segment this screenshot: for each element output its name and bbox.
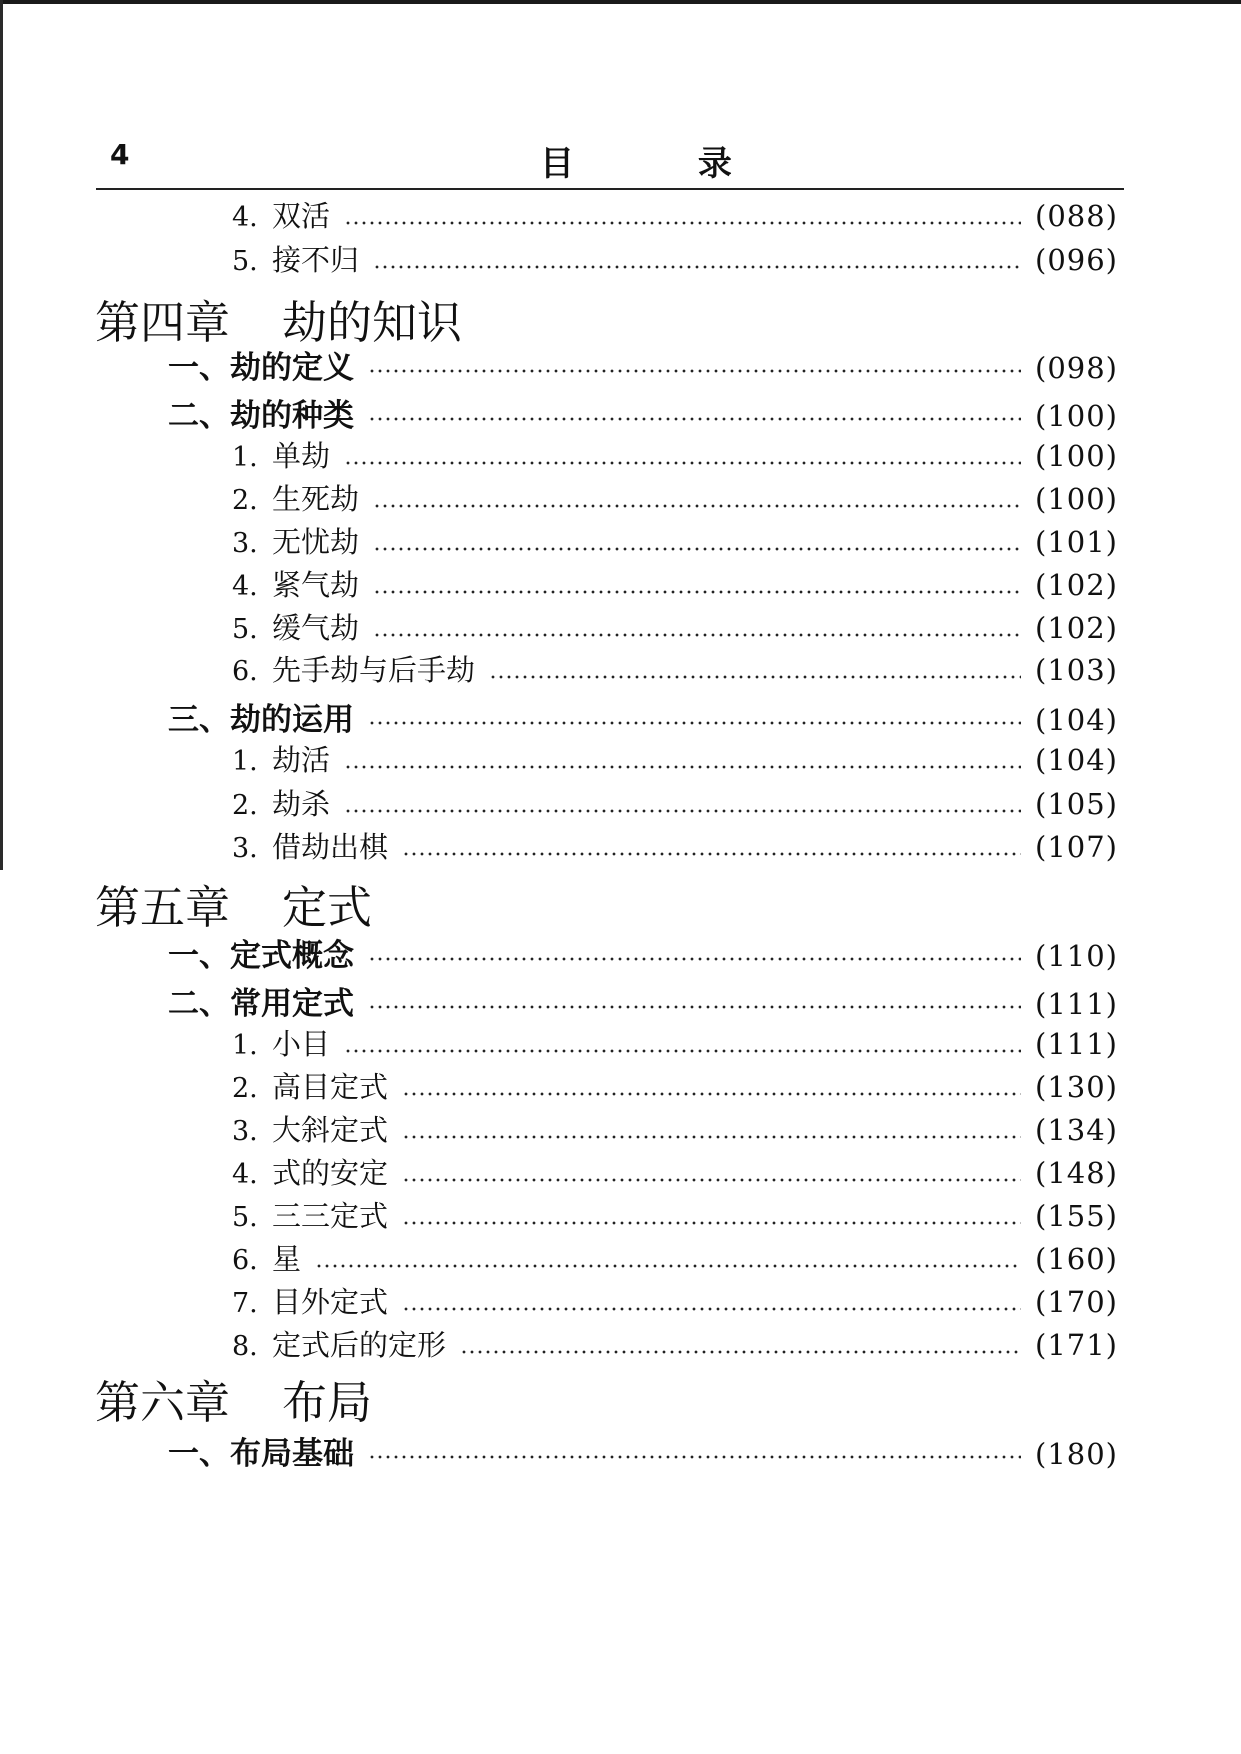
entry-page-number: (148) (1035, 1156, 1118, 1190)
entry-title: 双活 (272, 199, 331, 233)
toc-item-entry (232, 1151, 1118, 1197)
entry-title: 星 (272, 1242, 302, 1276)
entry-page-number: (104) (1035, 743, 1118, 777)
entry-title: 二、常用定式 (168, 986, 354, 1022)
entry-page-number: (160) (1035, 1242, 1118, 1276)
toc-item-entry (232, 477, 1118, 523)
entry-title: 劫活 (272, 743, 331, 777)
toc-item-entry (232, 520, 1118, 566)
entry-title: 定式后的定形 (272, 1328, 447, 1362)
dot-leader (315, 1264, 1021, 1268)
toc-item-entry (232, 738, 1118, 784)
entry-page-number: (101) (1035, 525, 1118, 559)
entry-page-number: (098) (1035, 351, 1118, 385)
entry-title: 目外定式 (272, 1285, 389, 1319)
toc-section-entry (168, 390, 1118, 436)
entry-page-number: (103) (1035, 653, 1118, 687)
entry-title: 借劫出棋 (272, 830, 389, 864)
entry-page-number: (155) (1035, 1199, 1118, 1233)
entry-title: 缓气劫 (272, 611, 360, 645)
toc-item-entry (232, 825, 1118, 871)
toc-item-entry (232, 1194, 1118, 1240)
entry-title: 接不归 (272, 243, 360, 277)
entry-page-number: (102) (1035, 611, 1118, 645)
entry-number: 5. (232, 614, 258, 645)
toc-section-entry (168, 930, 1118, 976)
chapter-number: 第四章 (95, 296, 231, 349)
chapter-title: 劫的知识 (282, 296, 463, 349)
entry-title: 大斜定式 (272, 1113, 389, 1147)
dot-leader (402, 1092, 1021, 1096)
entry-page-number: (096) (1035, 243, 1118, 277)
entry-page-number: (171) (1035, 1328, 1118, 1362)
entry-page-number: (100) (1035, 399, 1118, 433)
toc-item-entry (232, 238, 1118, 284)
entry-title: 一、布局基础 (168, 1436, 354, 1472)
toc-item-entry (232, 606, 1118, 652)
page-edge-left (0, 0, 3, 870)
dot-leader (344, 221, 1021, 225)
chapter-title: 定式 (282, 881, 373, 934)
entry-page-number: (180) (1035, 1437, 1118, 1471)
page-title: 目 录 (540, 144, 788, 184)
entry-page-number: (102) (1035, 568, 1118, 602)
entry-title: 一、定式概念 (168, 938, 354, 974)
page-number: 4 (110, 138, 130, 171)
toc-chapter-heading (95, 1366, 372, 1431)
dot-leader (344, 765, 1021, 769)
entry-title: 三三定式 (272, 1199, 389, 1233)
dot-leader (368, 369, 1021, 373)
entry-title: 单劫 (272, 439, 331, 473)
dot-leader (489, 675, 1021, 679)
entry-title: 三、劫的运用 (168, 702, 354, 738)
entry-title: 紧气劫 (272, 568, 360, 602)
entry-title: 二、劫的种类 (168, 398, 354, 434)
dot-leader (402, 852, 1021, 856)
dot-leader (344, 461, 1021, 465)
entry-page-number: (107) (1035, 830, 1118, 864)
toc-item-entry (232, 1237, 1118, 1283)
entry-title: 高目定式 (272, 1070, 389, 1104)
toc-item-entry (232, 434, 1118, 480)
dot-leader (373, 265, 1021, 269)
chapter-number: 第六章 (95, 1376, 231, 1429)
entry-number: 4. (232, 1159, 258, 1190)
entry-page-number: (111) (1035, 987, 1118, 1021)
entry-page-number: (110) (1035, 939, 1118, 973)
dot-leader (402, 1307, 1021, 1311)
toc-item-entry (232, 1323, 1118, 1369)
toc-item-entry (232, 563, 1118, 609)
toc-section-entry (168, 694, 1118, 740)
entry-page-number: (088) (1035, 199, 1118, 233)
entry-number: 4. (232, 571, 258, 602)
entry-number: 3. (232, 528, 258, 559)
entry-page-number: (105) (1035, 787, 1118, 821)
entry-number: 5. (232, 1202, 258, 1233)
dot-leader (368, 1005, 1021, 1009)
dot-leader (460, 1350, 1021, 1354)
entry-number: 2. (232, 790, 258, 821)
entry-page-number: (104) (1035, 703, 1118, 737)
entry-page-number: (134) (1035, 1113, 1118, 1147)
entry-number: 8. (232, 1331, 258, 1362)
entry-number: 2. (232, 1073, 258, 1104)
entry-title: 先手劫与后手劫 (272, 653, 476, 687)
entry-number: 6. (232, 656, 258, 687)
entry-number: 1. (232, 442, 258, 473)
entry-number: 6. (232, 1245, 258, 1276)
entry-title: 劫杀 (272, 787, 331, 821)
dot-leader (402, 1178, 1021, 1182)
toc-section-entry (168, 1428, 1118, 1474)
toc-item-entry (232, 1108, 1118, 1154)
entry-page-number: (130) (1035, 1070, 1118, 1104)
entry-number: 2. (232, 485, 258, 516)
entry-title: 式的安定 (272, 1156, 389, 1190)
entry-title: 生死劫 (272, 482, 360, 516)
toc-section-entry (168, 978, 1118, 1024)
entry-title: 一、劫的定义 (168, 350, 354, 386)
dot-leader (368, 721, 1021, 725)
entry-number: 1. (232, 746, 258, 777)
dot-leader (368, 1455, 1021, 1459)
page-edge-top (0, 0, 1241, 4)
toc-item-entry (232, 1280, 1118, 1326)
entry-number: 1. (232, 1030, 258, 1061)
entry-number: 5. (232, 246, 258, 277)
toc-item-entry (232, 1022, 1118, 1068)
dot-leader (344, 809, 1021, 813)
dot-leader (402, 1221, 1021, 1225)
entry-title: 小目 (272, 1027, 331, 1061)
chapter-number: 第五章 (95, 881, 231, 934)
entry-page-number: (170) (1035, 1285, 1118, 1319)
dot-leader (368, 417, 1021, 421)
entry-page-number: (100) (1035, 482, 1118, 516)
dot-leader (402, 1135, 1021, 1139)
dot-leader (373, 633, 1021, 637)
chapter-title: 布局 (282, 1376, 373, 1429)
entry-number: 4. (232, 202, 258, 233)
dot-leader (344, 1049, 1021, 1053)
toc-item-entry (232, 1065, 1118, 1111)
toc-section-entry (168, 342, 1118, 388)
toc-chapter-heading (95, 871, 372, 936)
dot-leader (368, 957, 1021, 961)
entry-page-number: (100) (1035, 439, 1118, 473)
toc-item-entry (232, 194, 1118, 240)
entry-number: 3. (232, 833, 258, 864)
entry-page-number: (111) (1035, 1027, 1118, 1061)
dot-leader (373, 547, 1021, 551)
toc-item-entry (232, 648, 1118, 694)
dot-leader (373, 590, 1021, 594)
entry-title: 无忧劫 (272, 525, 360, 559)
entry-number: 3. (232, 1116, 258, 1147)
header-rule (96, 188, 1124, 190)
toc-item-entry (232, 782, 1118, 828)
dot-leader (373, 504, 1021, 508)
entry-number: 7. (232, 1288, 258, 1319)
